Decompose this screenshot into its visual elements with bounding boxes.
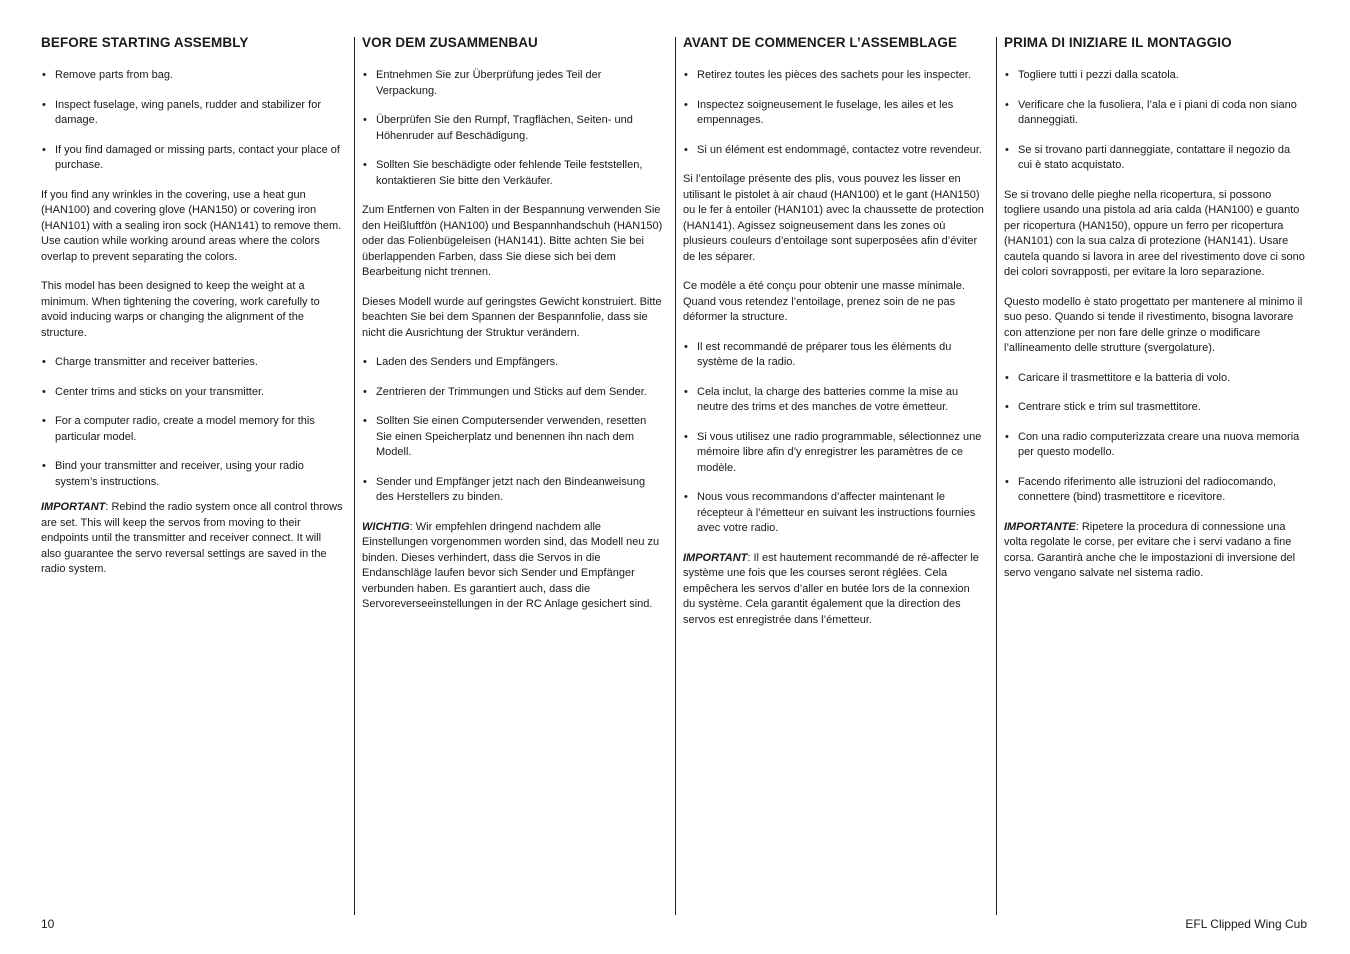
list-item: • Se si trovano parti danneggiate, contattare il negozio da cui è stato acquistato. (1004, 143, 1306, 174)
important-note (1004, 520, 1306, 582)
important-note (41, 500, 343, 578)
important-note (362, 520, 664, 613)
list-item: • Laden des Senders und Empfängers. (362, 355, 664, 371)
important-label: IMPORTANT (41, 501, 106, 513)
paragraph-weight: Dieses Modell wurde auf geringstes Gewicht konstruiert. Bitte beachten Sie bei dem Spannen der Bespannfolie, dass sie nicht die Ausrichtung der Struktur verändern. (362, 295, 662, 339)
list-item: • Bind your transmitter and receiver, using your radio system’s instructions. (41, 459, 343, 490)
paragraph-weight: Ce modèle a été conçu pour obtenir une masse minimale. Quand vous retendez l’entoilage, prenez soin de ne pas déformer la structure. (683, 280, 965, 323)
list-item: • For a computer radio, create a model memory for this particular model. (41, 414, 343, 445)
checklist (41, 68, 343, 174)
paragraph-covering: Si l’entoilage présente des plis, vous pouvez les lisser en utilisant le pistolet à air chaud (HAN100) et le gant (HAN150) ou le fer à entoiler (HAN101) avec la chaussette de protection (HAN141). Agissez soigneusement dans les zones où plusieurs couleurs d’entoilage sont superposées afin d’éviter de les séparer. (683, 173, 984, 263)
list-item: • Entnehmen Sie zur Überprüfung jedes Teil der Verpackung. (362, 68, 664, 99)
important-text: : Rebind the radio system once all control throws are set. This will keep the servos from moving to their endpoints until the transmitter and receiver connect. It will also guarantee the servo reversal settings are saved in the radio system. (41, 501, 343, 575)
column-german (362, 35, 664, 627)
important-text: : Ripetere la procedura di connessione una volta regolate le corse, per evitare che i servi vadano a fine corsa. Garantirà anche che le impostazioni di inversione del servo vengano salvate nel sistema radio. (1004, 520, 1296, 579)
list-item: • Retirez toutes les pièces des sachets pour les inspecter. (683, 68, 985, 84)
important-label: IMPORTANT (683, 551, 748, 564)
list-item: • Zentrieren der Trimmungen und Sticks auf dem Sender. (362, 385, 664, 401)
checklist (362, 68, 664, 189)
radio-checklist (362, 355, 664, 506)
list-item: • Cela inclut, la charge des batteries comme la mise au neutre des trims et des manches de votre émetteur. (683, 385, 985, 416)
footer-title: EFL Clipped Wing Cub (1185, 917, 1307, 931)
section-heading: AVANT DE COMMENCER L’ASSEMBLAGE (683, 35, 958, 50)
section-heading: VOR DEM ZUSAMMENBAU (362, 35, 538, 50)
list-item: • Verificare che la fusoliera, l’ala e i piani di coda non siano danneggiati. (1004, 98, 1306, 129)
list-item: • Sender und Empfänger jetzt nach den Bindeanweisung des Herstellers zu binden. (362, 475, 664, 506)
list-item: • Si un élément est endommagé, contactez votre revendeur. (683, 143, 985, 159)
list-item: • Inspectez soigneusement le fuselage, les ailes et les empennages. (683, 98, 985, 129)
page-number: 10 (41, 917, 55, 931)
list-item: • Si vous utilisez une radio programmable, sélectionnez une mémoire libre afin d’y enregistrer les paramètres de ce modèle. (683, 430, 985, 477)
list-item: • If you find damaged or missing parts, contact your place of purchase. (41, 143, 343, 174)
important-label: IMPORTANTE (1004, 520, 1076, 533)
checklist (683, 68, 985, 158)
radio-checklist (41, 355, 343, 490)
section-heading: PRIMA DI INIZIARE IL MONTAGGIO (1004, 35, 1232, 50)
column-divider (354, 37, 355, 915)
column-italian (1004, 35, 1306, 596)
list-item: • Überprüfen Sie den Rumpf, Tragflächen, Seiten- und Höhenruder auf Beschädigung. (362, 113, 664, 144)
paragraph-weight: Questo modello è stato progettato per mantenere al minimo il suo peso. Quando si tende il rivestimento, bisogna lavorare con attenzione per non fare delle grinze o modificare l’allineamento delle strutture (svergolature). (1004, 295, 1303, 354)
paragraph-covering: If you find any wrinkles in the covering, use a heat gun (HAN100) and covering glove (HAN150) or covering iron (HAN101) with a sealing iron sock (HAN141) to remove them. Use caution while working around areas where the colors overlap to prevent separating the colors. (41, 188, 342, 263)
list-item: • Charge transmitter and receiver batteries. (41, 355, 343, 371)
paragraph-covering: Zum Entfernen von Falten in der Bespannung verwenden Sie den Heißluftfön (HAN100) und Bespannhandschuh (HAN150) oder das Folienbügeleisen (HAN141). Bitte achten Sie bei überlappenden Farben, dass Sie diese sich bei dem Bearbeitung nicht trennen. (362, 204, 663, 278)
list-item: • Centrare stick e trim sul trasmettitore. (1004, 400, 1306, 416)
list-item: • Togliere tutti i pezzi dalla scatola. (1004, 68, 1306, 84)
list-item: • Il est recommandé de préparer tous les éléments du système de la radio. (683, 340, 985, 371)
important-note (683, 551, 985, 629)
list-item: • Facendo riferimento alle istruzioni del radiocomando, connettere (bind) trasmettitore e ricevitore. (1004, 475, 1306, 506)
paragraph-weight: This model has been designed to keep the weight at a minimum. When tightening the covering, work carefully to avoid inducing warps or changing the alignment of the structure. (41, 280, 320, 339)
radio-checklist (683, 340, 985, 537)
list-item: • Con una radio computerizzata creare una nuova memoria per questo modello. (1004, 430, 1306, 461)
paragraph-covering: Se si trovano delle pieghe nella ricopertura, si possono togliere usando una pistola ad aria calda (HAN100) e guanto per ricopertura (HAN150), oppure un ferro per ricopertura (HAN101) con la sua calza di protezione (HAN141). Usare cautela quando si lavora in aree del rivestimento dove ci sono dei colori sovrapposti, per evitare la loro separazione. (1004, 188, 1305, 278)
important-text: : Wir empfehlen dringend nachdem alle Einstellungen vorgenommen worden sind, das Modell neu zu binden. Dieses verhindert, dass die Servos in die Endanschläge laufen bevor sich Sender und Empfänger verbunden haben. Es garantiert auch, dass die Servoreverseeinstellungen in der RC Anlage gesichert sind. (362, 520, 660, 610)
list-item: • Sollten Sie beschädigte oder fehlende Teile feststellen, kontaktieren Sie bitte den Verkäufer. (362, 158, 664, 189)
column-divider (996, 37, 997, 915)
important-label: WICHTIG (362, 520, 410, 533)
list-item: • Caricare il trasmettitore e la batteria di volo. (1004, 371, 1306, 387)
important-text: : Il est hautement recommandé de ré-affecter le système une fois que les courses seront réglées. Cela empêchera les servos d’aller en butée lors de la connexion du système. Cela garantit également que la direction des servos est enregistrée dans l’émetteur. (683, 551, 979, 626)
checklist (1004, 68, 1306, 174)
column-divider (675, 37, 676, 915)
list-item: • Nous vous recommandons d’affecter maintenant le récepteur à l’émetteur en suivant les instructions fournies avec votre radio. (683, 490, 985, 537)
section-heading: BEFORE STARTING ASSEMBLY (41, 35, 249, 50)
column-french (683, 35, 985, 642)
column-english (41, 35, 343, 592)
radio-checklist (1004, 371, 1306, 506)
list-item: • Center trims and sticks on your transmitter. (41, 385, 343, 401)
list-item: • Remove parts from bag. (41, 68, 343, 84)
list-item: • Sollten Sie einen Computersender verwenden, resetten Sie einen Speicherplatz und benennen ihn nach dem Modell. (362, 414, 664, 461)
list-item: • Inspect fuselage, wing panels, rudder and stabilizer for damage. (41, 98, 343, 129)
